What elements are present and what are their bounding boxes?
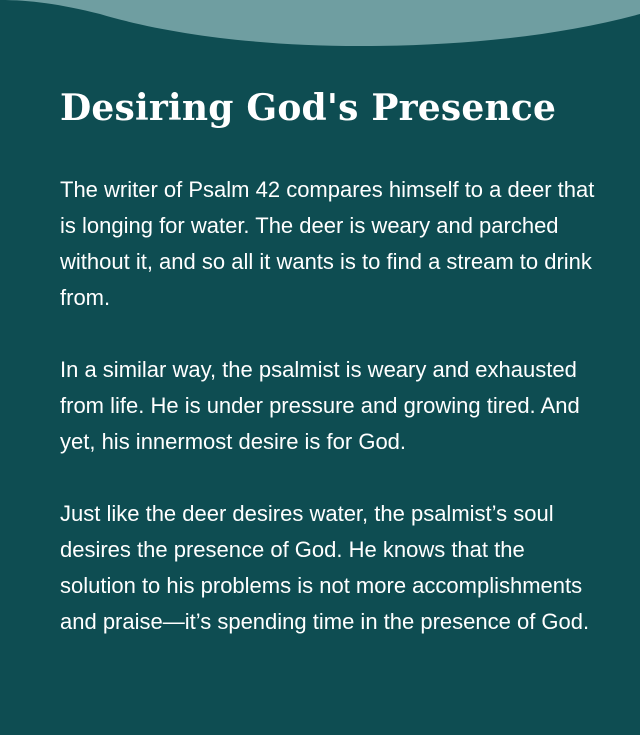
decorative-wave [0, 0, 640, 60]
paragraph-2: In a similar way, the psalmist is weary and exhausted from life. He is under pressure and growing tired. And yet, his innermost desire is for God. [60, 357, 580, 454]
devotional-content [60, 80, 600, 676]
paragraph-3: Just like the deer desires water, the psalmist’s soul desires the presence of God. He knows that the solution to his problems is not more accomplishments and praise—it’s spending time in the presence of God. [60, 501, 590, 634]
page-title: Desiring God's Presence [60, 87, 557, 129]
wave-shape [0, 0, 640, 46]
paragraph-1: The writer of Psalm 42 compares himself to a deer that is longing for water. The deer is weary and parched without it, and so all it wants is to find a stream to drink from. [60, 177, 595, 310]
